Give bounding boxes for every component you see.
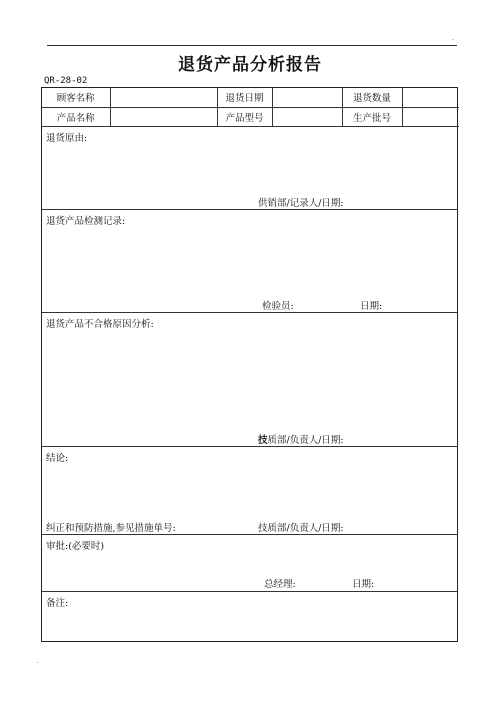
product-name-label: 产品名称 bbox=[42, 107, 110, 126]
customer-name-label: 顾客名称 bbox=[42, 88, 110, 107]
nonconformity-analysis-label: 退货产品不合格原因分析: bbox=[46, 319, 154, 330]
approval-label: 审批:(必要时) bbox=[46, 541, 105, 552]
bottom-mark: · bbox=[37, 660, 39, 667]
inspection-record-section[interactable] bbox=[42, 210, 457, 313]
conclusion-sign-label: 技质部/负责人/日期: bbox=[258, 523, 344, 534]
report-form bbox=[41, 87, 458, 642]
return-date-label: 退货日期 bbox=[217, 88, 272, 107]
page-title: 退货产品分析报告 bbox=[178, 55, 322, 75]
product-model-field[interactable] bbox=[272, 107, 342, 126]
nonconformity-analysis-section[interactable] bbox=[42, 313, 457, 447]
product-model-label: 产品型号 bbox=[217, 107, 272, 126]
customer-name-field[interactable] bbox=[110, 88, 217, 107]
top-rule bbox=[47, 45, 457, 46]
table-row bbox=[42, 107, 459, 126]
remarks-label: 备注: bbox=[46, 598, 69, 609]
inspection-record-label: 退货产品检测记录: bbox=[46, 216, 126, 227]
sign-first-char: 技 bbox=[258, 435, 268, 446]
corrective-action-label: 纠正和预防措施,参见措施单号: bbox=[46, 523, 176, 534]
return-quantity-label: 退货数量 bbox=[342, 88, 402, 107]
table-row bbox=[42, 88, 459, 107]
corner-mark: · bbox=[452, 37, 454, 44]
form-code: QR-28-02 bbox=[44, 76, 88, 86]
batch-number-field[interactable] bbox=[402, 107, 459, 126]
return-quantity-field[interactable] bbox=[402, 88, 459, 107]
product-name-field[interactable] bbox=[110, 107, 217, 126]
approval-date-label: 日期: bbox=[352, 579, 375, 590]
return-date-field[interactable] bbox=[272, 88, 342, 107]
quality-dept-sign-label bbox=[258, 432, 344, 446]
general-manager-label: 总经理: bbox=[264, 579, 296, 590]
remarks-section[interactable] bbox=[42, 592, 457, 642]
sales-recorder-date-label: 供销部/记录人/日期: bbox=[258, 198, 344, 209]
inspection-date-label: 日期: bbox=[360, 301, 383, 312]
approval-section[interactable] bbox=[42, 535, 457, 592]
batch-number-label: 生产批号 bbox=[342, 107, 402, 126]
conclusion-label: 结论: bbox=[46, 453, 69, 464]
sign-rest: 质部/负责人/日期: bbox=[267, 435, 344, 446]
conclusion-section[interactable] bbox=[42, 447, 457, 535]
return-reason-label: 退货原由: bbox=[46, 133, 88, 144]
inspector-label: 检验员: bbox=[262, 301, 294, 312]
return-reason-section[interactable] bbox=[42, 127, 457, 210]
info-table bbox=[42, 88, 459, 127]
